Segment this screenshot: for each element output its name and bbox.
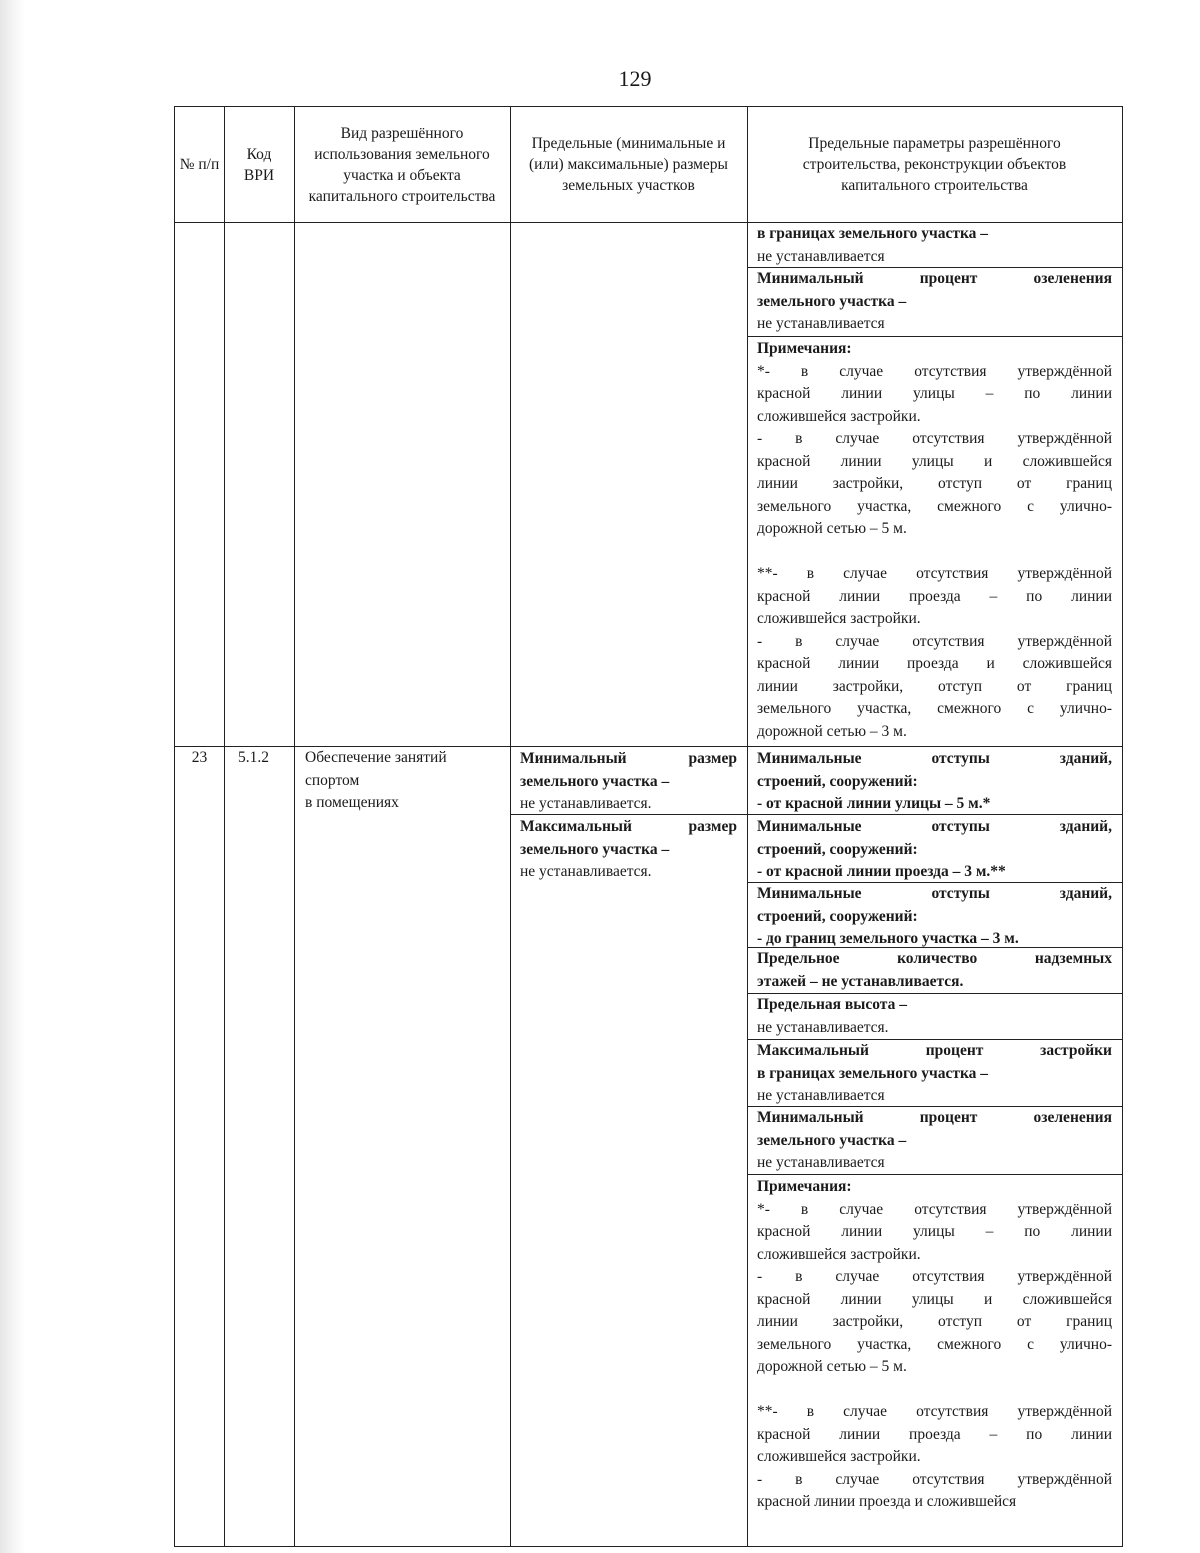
- notes-cont: [747, 338, 1122, 743]
- note-line: красной линии улицы и сложившейся: [757, 452, 1112, 470]
- param-floors: [747, 948, 1122, 993]
- col-divider: [224, 107, 225, 1546]
- param-line: Минимальные отступы зданий,: [757, 818, 1112, 835]
- param-height: [747, 994, 1122, 1039]
- param-line: строений, сооружений:: [757, 907, 918, 925]
- param-green-percent: [747, 1107, 1122, 1175]
- note-line: красной линии улицы и сложившейся: [757, 1290, 1112, 1308]
- row-code: 5.1.2: [238, 749, 269, 766]
- param-divider: [747, 336, 1122, 337]
- param-line: Минимальный процент озеленения: [757, 270, 1112, 287]
- row-kind: [294, 747, 510, 815]
- scan-shadow: [0, 0, 26, 1553]
- param-line: не устанавливается: [757, 1154, 885, 1171]
- note-line: сложившейся застройки.: [757, 1448, 921, 1465]
- notes-list: [757, 1199, 1112, 1514]
- note-line: линии застройки, отступ от границ: [757, 475, 1112, 492]
- header-kind: Вид разрешённого использования земельного участка и объекта капитального строительства: [308, 124, 496, 205]
- param-line: в границах земельного участка –: [757, 225, 989, 242]
- note-line: земельного участка, смежного с улично-: [757, 700, 1112, 717]
- note-line: дорожной сетью – 5 м.: [757, 1358, 907, 1375]
- note-line: - в случае отсутствия утверждённой: [757, 430, 1112, 447]
- note-line: земельного участка, смежного с улично-: [757, 497, 1112, 515]
- param-line: Минимальные отступы зданий,: [757, 750, 1112, 767]
- note-line: **- в случае отсутствия утверждённой: [757, 565, 1112, 582]
- page-number: 129: [618, 66, 652, 91]
- param-offset-passage: [747, 816, 1122, 884]
- note-line: - в случае отсутствия утверждённой: [757, 1268, 1112, 1285]
- note-gap: [757, 1379, 1112, 1402]
- param-line: Максимальный процент застройки: [757, 1042, 1112, 1059]
- param-line: не устанавливается: [757, 247, 885, 265]
- kind-line: Обеспечение занятий: [305, 749, 447, 766]
- param-line: не устанавливается.: [757, 1018, 889, 1036]
- note-line: линии застройки, отступ от границ: [757, 677, 1112, 695]
- size-line: не устанавливается.: [520, 795, 652, 812]
- param-line: Предельная высота –: [757, 996, 907, 1013]
- note-line: *- в случае отсутствия утверждённой: [757, 362, 1112, 380]
- param-line: этажей – не устанавливается.: [757, 972, 964, 990]
- note-line: красной линии улицы – по линии: [757, 1223, 1112, 1240]
- param-line: не устанавливается: [757, 315, 885, 332]
- notes-row23: [747, 1176, 1122, 1514]
- note-line: красной линии проезда и сложившейся: [757, 655, 1112, 672]
- kind-line: спортом: [305, 771, 360, 789]
- param-build-percent-cont: [747, 223, 1122, 268]
- param-line: - от красной линии улицы – 5 м.*: [757, 795, 991, 812]
- size-line: не устанавливается.: [520, 863, 652, 880]
- param-line: - от красной линии проезда – 3 м.**: [757, 863, 1006, 880]
- notes-list: [757, 361, 1112, 744]
- note-line: - в случае отсутствия утверждённой: [757, 1470, 1112, 1488]
- note-line: сложившейся застройки.: [757, 407, 921, 425]
- size-min: [510, 748, 747, 816]
- regulations-table: [174, 106, 1123, 1547]
- param-line: - до границ земельного участка – 3 м.: [757, 930, 1019, 947]
- size-line: Минимальный размер: [520, 750, 737, 767]
- col-divider: [294, 107, 295, 1546]
- notes-title: Примечания:: [757, 1178, 852, 1195]
- note-gap: [757, 541, 1112, 564]
- size-line: Максимальный размер: [520, 818, 737, 835]
- param-line: не устанавливается: [757, 1087, 885, 1104]
- param-line: строений, сооружений:: [757, 772, 918, 790]
- param-line: земельного участка –: [757, 292, 907, 310]
- header-params: Предельные параметры разрешённого строительства, реконструкции объектов капитального строительства: [802, 135, 1067, 194]
- size-max: [510, 816, 747, 884]
- note-line: земельного участка, смежного с улично-: [757, 1335, 1112, 1353]
- param-line: в границах земельного участка –: [757, 1064, 989, 1082]
- header-code: Код ВРИ: [243, 145, 275, 184]
- row-number: 23: [191, 749, 208, 766]
- note-line: - в случае отсутствия утверждённой: [757, 632, 1112, 650]
- note-line: сложившейся застройки.: [757, 1245, 921, 1263]
- note-line: *- в случае отсутствия утверждённой: [757, 1200, 1112, 1218]
- note-line: сложившейся застройки.: [757, 610, 921, 627]
- size-line: земельного участка –: [520, 840, 670, 858]
- param-build-percent: [747, 1040, 1122, 1108]
- note-line: красной линии улицы – по линии: [757, 385, 1112, 402]
- note-line: **- в случае отсутствия утверждённой: [757, 1403, 1112, 1420]
- kind-line: в помещениях: [305, 794, 399, 811]
- param-line: Предельное количество надземных: [757, 950, 1112, 967]
- param-offset-street: [747, 748, 1122, 816]
- note-line: дорожной сетью – 5 м.: [757, 520, 907, 537]
- notes-title: Примечания:: [757, 340, 852, 357]
- note-line: красной линии проезда – по линии: [757, 587, 1112, 605]
- param-green-percent-cont: [747, 268, 1122, 336]
- note-line: дорожной сетью – 3 м.: [757, 722, 907, 740]
- note-line: красной линии проезда – по линии: [757, 1425, 1112, 1443]
- param-line: Минимальный процент озеленения: [757, 1109, 1112, 1126]
- param-line: Минимальные отступы зданий,: [757, 885, 1112, 902]
- param-line: земельного участка –: [757, 1131, 907, 1149]
- param-offset-boundary: [747, 883, 1122, 951]
- header-sizes: Предельные (минимальные и (или) максимальные) размеры земельных участков: [529, 135, 728, 194]
- param-line: строений, сооружений:: [757, 840, 918, 858]
- size-line: земельного участка –: [520, 772, 670, 790]
- note-line: красной линии проезда и сложившейся: [757, 1493, 1017, 1510]
- note-line: линии застройки, отступ от границ: [757, 1313, 1112, 1330]
- header-num: № п/п: [179, 156, 220, 173]
